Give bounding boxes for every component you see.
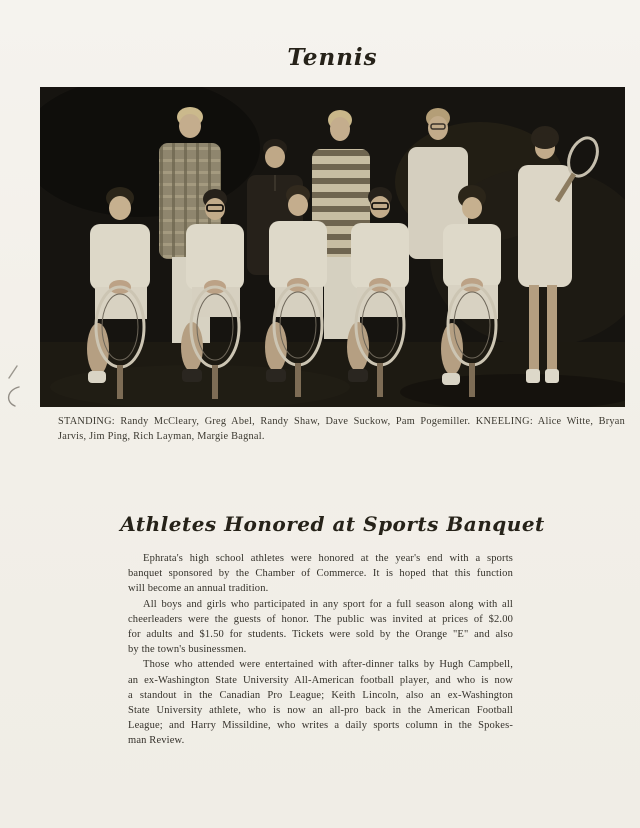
body-line: All boys and girls who participated in any sport for a full season along with all — [143, 598, 513, 610]
body-line: banquet sponsored by the Chamber of Commerce. It is hoped that this function — [128, 568, 513, 580]
body-line: a standout in the Canadian Pro League; Keith Lincoln, also an ex-Washington — [128, 689, 513, 701]
caption-line: STANDING: Randy McCleary, Greg Abel, Randy Shaw, Dave Suckow, Pam Pogemiller. KNEELING: Alice Witte, Bryan — [58, 416, 625, 427]
body-line: by the town's businessmen. — [128, 644, 247, 656]
body-line: Those who attended were entertained with after-dinner talks by Hugh Campbell, — [143, 659, 513, 671]
body-line: an ex-Washington State University All-American football player, and who is now — [128, 674, 513, 686]
article-text — [128, 551, 513, 749]
body-line: League; and Harry Missildine, who writes a daily sports column in the Spokes- — [128, 720, 513, 732]
body-line: for adults and $1.50 for students. Tickets were sold by the Orange "E" and also — [128, 629, 513, 641]
paragraph — [128, 597, 513, 658]
paragraph — [128, 551, 513, 597]
section-heading: Athletes Honored at Sports Banquet — [120, 512, 545, 536]
page-title: Tennis — [287, 44, 378, 71]
body-line: will become an annual tradition. — [128, 583, 269, 595]
team-photo — [40, 87, 625, 407]
body-line: Ephrata's high school athletes were honored at the year's end with a sports — [143, 553, 513, 564]
photo-caption — [58, 414, 625, 444]
body-line: cheerleaders were the guests of honor. The public was invited at prices of $2.00 — [128, 613, 513, 625]
team-photo-illustration — [40, 87, 625, 407]
body-line: State University athlete, who is now an all-pro back in the American Football — [128, 705, 513, 717]
margin-pen-mark — [2, 363, 28, 411]
caption-line: Jarvis, Jim Ping, Rich Layman, Margie Bagnal. — [58, 431, 265, 442]
paragraph — [128, 657, 513, 748]
body-line: man Review. — [128, 735, 185, 747]
